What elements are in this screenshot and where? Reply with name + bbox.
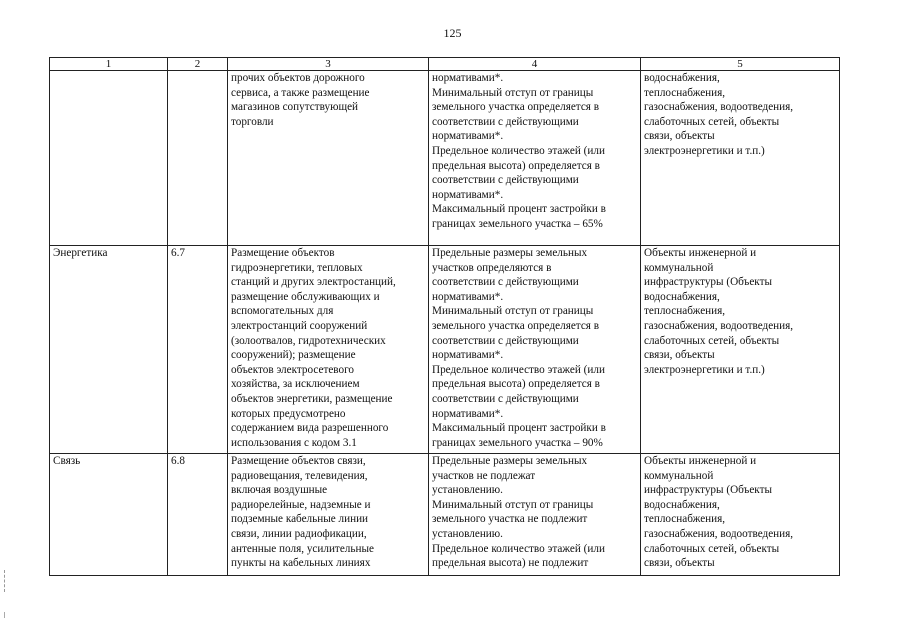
cell-use-description: прочих объектов дорожного сервиса, а также размещение магазинов сопутствующей торговли <box>228 71 429 246</box>
cell-use-parameters: Предельные размеры земельных участков определяются в соответствии с действующими нормативами*. Минимальный отступ от границы земельного участка определяется в соответствии с действующими нормативами*. Предельное количество этажей (или предельная высота) определяется в соответствии с действующими нормативами*. Максимальный процент застройки в границах земельного участка – 90% <box>429 246 641 454</box>
cell-use-parameters: нормативами*. Минимальный отступ от границы земельного участка определяется в соответствии с действующими нормативами*. Предельное количество этажей (или предельная высота) определяется в соответствии с действующими нормативами*. Максимальный процент застройки в границах земельного участка – 65% <box>429 71 641 246</box>
header-col-4: 4 <box>429 58 641 71</box>
cell-use-infrastructure: Объекты инженерной и коммунальной инфраструктуры (Объекты водоснабжения, теплоснабжения, газоснабжения, водоотведения, слаботочных сетей, объекты связи, объекты <box>641 454 840 576</box>
page-number: 125 <box>443 26 462 40</box>
table-row <box>50 71 840 246</box>
header-col-1: 1 <box>50 58 168 71</box>
table-row <box>50 454 840 576</box>
header-col-3: 3 <box>228 58 429 71</box>
header-row <box>50 58 840 71</box>
cell-use-code: 6.7 <box>168 246 228 454</box>
cell-use-name <box>50 71 168 246</box>
cell-use-name: Связь <box>50 454 168 576</box>
header-col-2: 2 <box>168 58 228 71</box>
zoning-table <box>49 57 840 576</box>
scan-margin-mark <box>4 570 7 592</box>
header-col-5: 5 <box>641 58 840 71</box>
cell-use-infrastructure: Объекты инженерной и коммунальной инфраструктуры (Объекты водоснабжения, теплоснабжения, газоснабжения, водоотведения, слаботочных сетей, объекты связи, объекты электроэнергетики и т.п.) <box>641 246 840 454</box>
cell-use-code <box>168 71 228 246</box>
cell-use-name: Энергетика <box>50 246 168 454</box>
scan-margin-mark <box>4 612 7 618</box>
cell-use-description: Размещение объектов связи, радиовещания, телевидения, включая воздушные радиорелейные, надземные и подземные кабельные линии связи, линии радиофикации, антенные поля, усилительные пункты на кабельных линиях <box>228 454 429 576</box>
cell-use-parameters: Предельные размеры земельных участков не подлежат установлению. Минимальный отступ от границы земельного участка не подлежит установлению. Предельное количество этажей (или предельная высота) не подлежит <box>429 454 641 576</box>
table-row <box>50 246 840 454</box>
cell-use-code: 6.8 <box>168 454 228 576</box>
cell-use-description: Размещение объектов гидроэнергетики, тепловых станций и других электростанций, размещение обслуживающих и вспомогательных для электростанций сооружений (золоотвалов, гидротехнических сооружений); размещение объектов электросетевого хозяйства, за исключением объектов энергетики, размещение которых предусмотрено содержанием вида разрешенного использования с кодом 3.1 <box>228 246 429 454</box>
cell-use-infrastructure: водоснабжения, теплоснабжения, газоснабжения, водоотведения, слаботочных сетей, объекты связи, объекты электроэнергетики и т.п.) <box>641 71 840 246</box>
